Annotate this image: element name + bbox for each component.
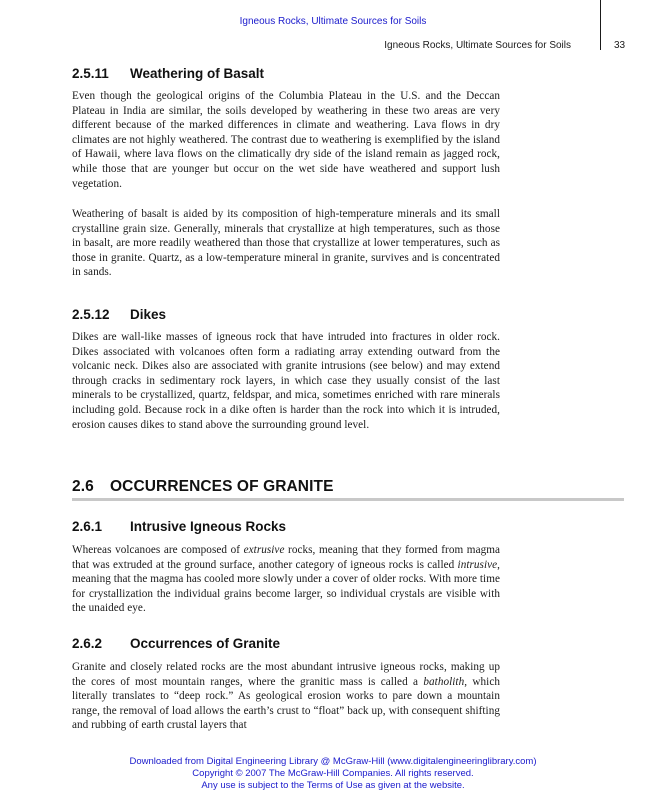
section-number: 2.6.2 [72,636,103,651]
section-title: Occurrences of Granite [130,636,281,651]
footer-download-link[interactable]: Downloaded from Digital Engineering Library @ McGraw-Hill (www.digitalengineeringlibrary.com) [129,756,537,767]
running-head: Igneous Rocks, Ultimate Sources for Soils [384,40,571,51]
section-number: 2.6.1 [72,519,103,534]
footer-terms-link[interactable]: Any use is subject to the Terms of Use as given at the website. [201,780,465,791]
section-rule [72,498,624,501]
footer-copyright: Copyright © 2007 The McGraw-Hill Companies. All rights reserved. [192,768,474,779]
paragraph: Even though the geological origins of the Columbia Plateau in the U.S. and the Deccan Plateau in India are similar, the soils developed by weathering in these two areas are very different because of the marked differences in climate and weathering. Lava flows in dry climates are not highly weathered. The contrast due to weathering is exemplified by the island of Hawaii, where lava flows on the climatically dry side of the island remain as jagged rock, while those that are younger but occur on the wet side have weathered and support lush vegetation. [72,90,500,190]
footer [0,756,666,792]
top-link[interactable]: Igneous Rocks, Ultimate Sources for Soils [239,16,427,27]
section-heading-2-6 [72,478,334,496]
emphasis: intrusive [457,558,498,571]
section-heading-2-6-2 [72,636,280,651]
section-title: Weathering of Basalt [130,66,265,81]
section-heading-2-6-1 [72,519,286,534]
section-number: 2.5.11 [72,66,109,81]
section-heading-2-5-11 [72,66,264,81]
paragraph: Dikes are wall-like masses of igneous rock that have intruded into fractures in older rock. Dikes associated with volcanoes often form a radiating array extending outward from the volcanic neck. Dikes also are associated with granite intrusions (see below) and may extend through cracks in sedimentary rock layers, in which case they usually consist of the last minerals to be crystallized, quartz, feldspar, and mica, sometimes enriched with rare minerals including gold. Because rock in a dike often is harder than the rock into which it is intruded, erosion causes dikes to stand above the surrounding ground level. [72,331,500,431]
paragraph: Weathering of basalt is aided by its composition of high-temperature minerals and its small crystalline grain size. Generally, minerals that crystallize at high temperatures, such as those in basalt, are more readily weathered than those that crystallize at lower temperatures, such as those in granite. Quartz, as a low-temperature mineral in granite, survives and is concentrated in sands. [72,208,500,279]
page-number: 33 [614,40,626,51]
section-title: OCCURRENCES OF GRANITE [110,478,334,495]
header-divider [600,0,601,50]
emphasis: batholith [423,675,465,688]
section-number: 2.5.12 [72,307,110,322]
paragraph: Whereas volcanoes are composed of extrusive rocks, meaning that they formed from magma that was extruded at the ground surface, another category of igneous rocks is called intrusive, meaning that the magma has cooled more slowly under a cover of older rocks. With more time for crystallization the individual grains become larger, so individual crystals are visible with the unaided eye. [72,544,500,615]
paragraph: Granite and closely related rocks are the most abundant intrusive igneous rocks, making up the cores of most mountain ranges, where the granitic mass is called a batholith, which literally translates to “deep rock.” As geological erosion works to pare down a mountain range, the removal of load allows the earth’s crust to “float” back up, with consequent shifting and rubbing of earth crustal layers that [72,661,500,732]
section-heading-2-5-12 [72,307,166,322]
emphasis: extrusive [243,544,285,556]
section-title: Dikes [130,307,167,322]
section-title: Intrusive Igneous Rocks [130,519,287,534]
section-number: 2.6 [72,478,94,495]
